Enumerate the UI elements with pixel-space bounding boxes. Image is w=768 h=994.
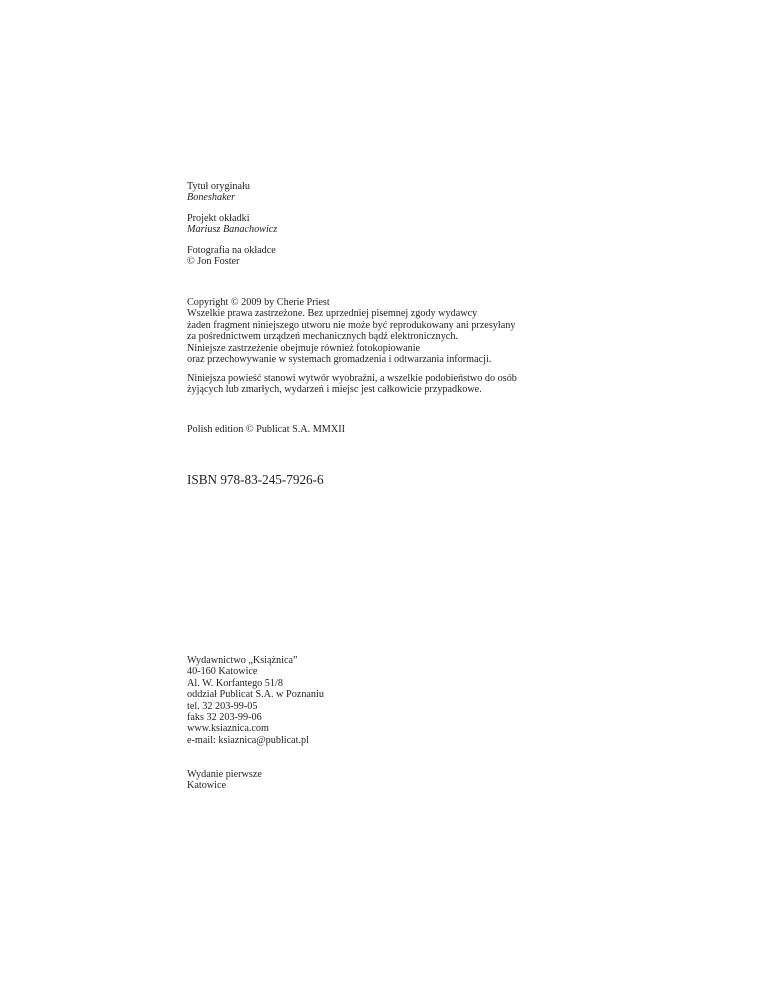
polish-edition: Polish edition © Publicat S.A. MMXII (187, 424, 346, 435)
publisher-line: tel. 32 203-99-05 (187, 700, 258, 712)
cover-photo-value: © Jon Foster (187, 256, 240, 268)
isbn: ISBN 978-83-245-7926-6 (187, 472, 324, 487)
copyright-line: oraz przechowywanie w systemach gromadzenia i odtwarzania informacji. (187, 354, 492, 366)
publisher-line: oddział Publicat S.A. w Poznaniu (187, 689, 324, 701)
edition-line: Wydanie pierwsze (187, 769, 262, 780)
edition-line: Katowice (187, 780, 227, 792)
cover-photo-block (187, 245, 276, 268)
fiction-notice-block (187, 373, 517, 396)
cover-design-block (187, 213, 277, 236)
original-title-block (187, 181, 250, 204)
publisher-line: 40-160 Katowice (187, 666, 258, 678)
copyright-line: Wszelkie prawa zastrzeżone. Bez uprzedniej pisemnej zgody wydawcy (187, 308, 478, 320)
original-title-value: Boneshaker (187, 192, 236, 204)
copyright-line: Copyright © 2009 by Cherie Priest (187, 297, 330, 308)
publisher-line: Al. W. Korfantego 51/8 (187, 677, 283, 689)
original-title-label: Tytuł oryginału (187, 181, 250, 192)
cover-photo-label: Fotografia na okładce (187, 245, 276, 256)
edition-block (187, 769, 262, 792)
copyright-line: Niniejsze zastrzeżenie obejmuje również fotokopiowanie (187, 342, 421, 354)
publisher-line: faks 32 203-99-06 (187, 712, 262, 724)
cover-design-label: Projekt okładki (187, 213, 250, 224)
fiction-notice-line: Niniejsza powieść stanowi wytwór wyobraźni, a wszelkie podobieństwo do osób (187, 373, 517, 384)
polish-edition-block (187, 424, 345, 435)
copyright-block (187, 297, 515, 365)
cover-design-value: Mariusz Banachowicz (187, 224, 278, 236)
fiction-notice-line: żyjących lub zmarłych, wydarzeń i miejsc jest całkowicie przypadkowe. (187, 384, 482, 396)
publisher-line: e-mail: ksiaznica@publicat.pl (187, 734, 309, 746)
publisher-line: www.ksiaznica.com (187, 723, 269, 735)
publisher-block (187, 655, 324, 746)
copyright-line: żaden fragment niniejszego utworu nie może być reprodukowany ani przesyłany (187, 319, 516, 331)
publisher-line: Wydawnictwo „Książnica” (187, 655, 298, 666)
copyright-line: za pośrednictwem urządzeń mechanicznych bądź elektronicznych. (187, 331, 458, 343)
